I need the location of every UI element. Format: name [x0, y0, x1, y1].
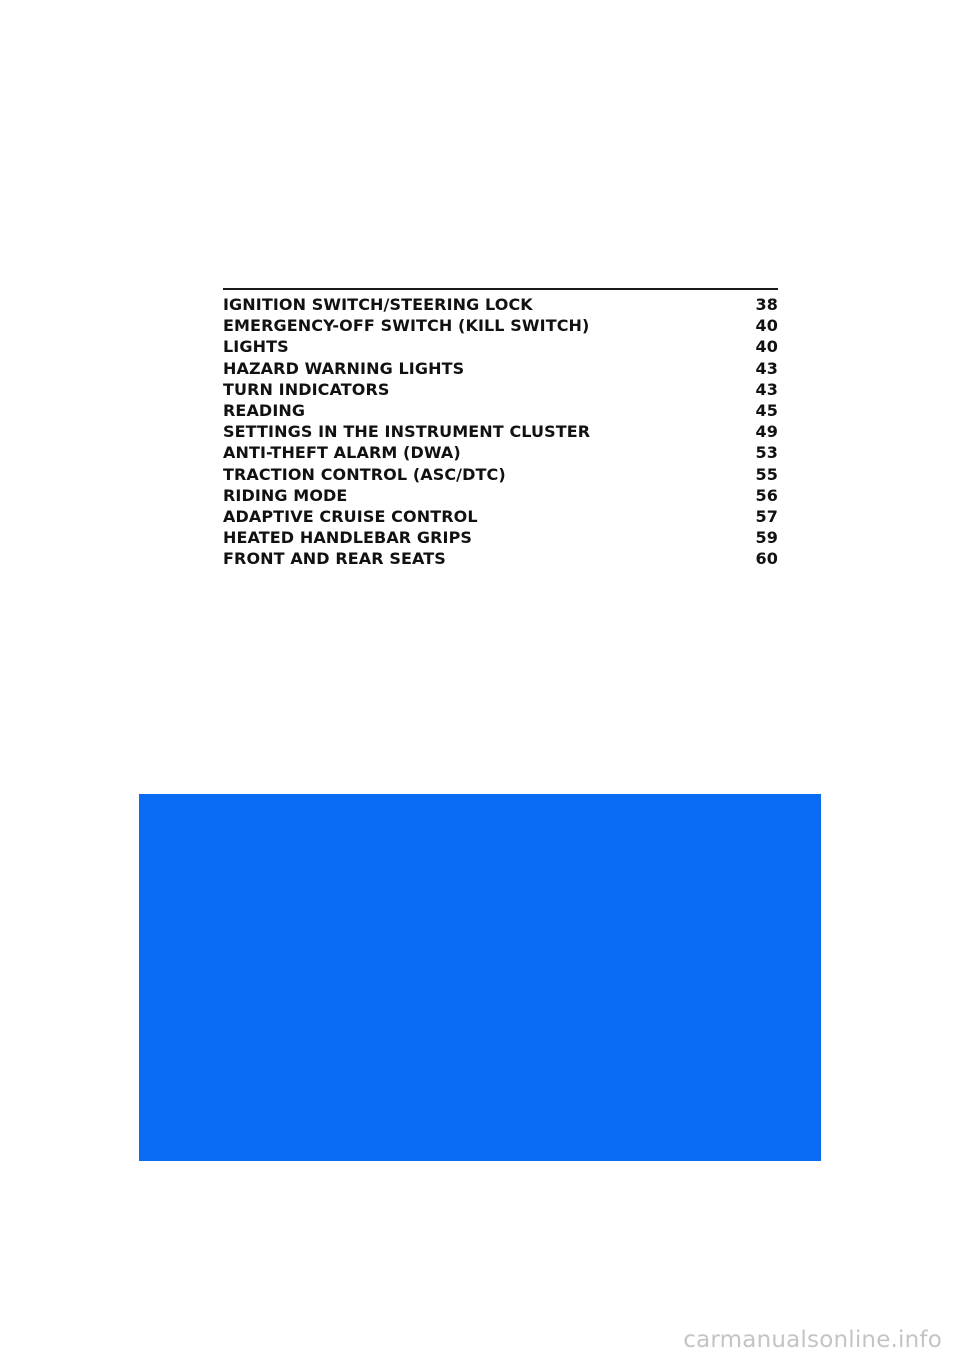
watermark-text: carmanualsonline.info: [683, 1327, 942, 1353]
toc-entry-title: LIGHTS: [223, 337, 289, 357]
toc-entry-heated-handlebar-grips[interactable]: [223, 527, 778, 548]
toc-entry-anti-theft-alarm[interactable]: [223, 442, 778, 463]
toc-entry-page: 40: [755, 337, 778, 357]
toc-entry-title: IGNITION SWITCH/STEERING LOCK: [223, 295, 533, 314]
toc-entry-page: 49: [755, 422, 778, 442]
toc-entry-traction-control[interactable]: [223, 464, 778, 485]
toc-entry-title: ADAPTIVE CRUISE CONTROL: [223, 506, 478, 526]
toc-entry-page: 40: [755, 316, 778, 336]
toc-entry-page: 60: [755, 549, 778, 569]
toc-entry-adaptive-cruise-control[interactable]: [223, 506, 778, 527]
toc-entry-reading[interactable]: [223, 400, 778, 421]
toc-entry-page: 57: [755, 506, 778, 526]
toc-entry-title: ANTI-THEFT ALARM (DWA): [223, 443, 461, 463]
chapter-color-panel: [139, 794, 821, 1161]
toc-entry-title: RIDING MODE: [223, 485, 348, 505]
toc-entry-page: 59: [755, 528, 778, 548]
toc-entry-title: HAZARD WARNING LIGHTS: [223, 358, 465, 378]
toc-entry-riding-mode[interactable]: [223, 485, 778, 506]
toc-entry-title: HEATED HANDLEBAR GRIPS: [223, 528, 473, 548]
toc-entry-page: 56: [755, 485, 778, 505]
toc-entry-emergency-off-switch[interactable]: [223, 315, 778, 336]
toc-entry-page: 43: [755, 358, 778, 378]
toc-entry-title: EMERGENCY-OFF SWITCH (KILL SWITCH): [223, 316, 590, 336]
toc-entry-title: SETTINGS IN THE INSTRUMENT CLUSTER: [223, 422, 591, 442]
toc-entry-turn-indicators[interactable]: [223, 379, 778, 400]
toc-entry-instrument-cluster-settings[interactable]: [223, 421, 778, 442]
toc-entry-page: 53: [755, 443, 778, 463]
toc-entry-page: 55: [755, 464, 778, 484]
toc-entry-ignition-switch[interactable]: [223, 294, 778, 315]
toc-entry-front-and-rear-seats[interactable]: [223, 548, 778, 569]
toc-entry-page: 38: [755, 295, 778, 314]
toc-entry-title: TRACTION CONTROL (ASC/DTC): [223, 464, 506, 484]
toc-entry-page: 43: [755, 379, 778, 399]
table-of-contents: [223, 288, 778, 569]
toc-entry-title: READING: [223, 400, 306, 420]
toc-entry-hazard-warning-lights[interactable]: [223, 358, 778, 379]
toc-entry-title: TURN INDICATORS: [223, 379, 390, 399]
toc-entry-page: 45: [755, 400, 778, 420]
toc-entry-lights[interactable]: [223, 336, 778, 357]
toc-entry-title: FRONT AND REAR SEATS: [223, 549, 446, 569]
